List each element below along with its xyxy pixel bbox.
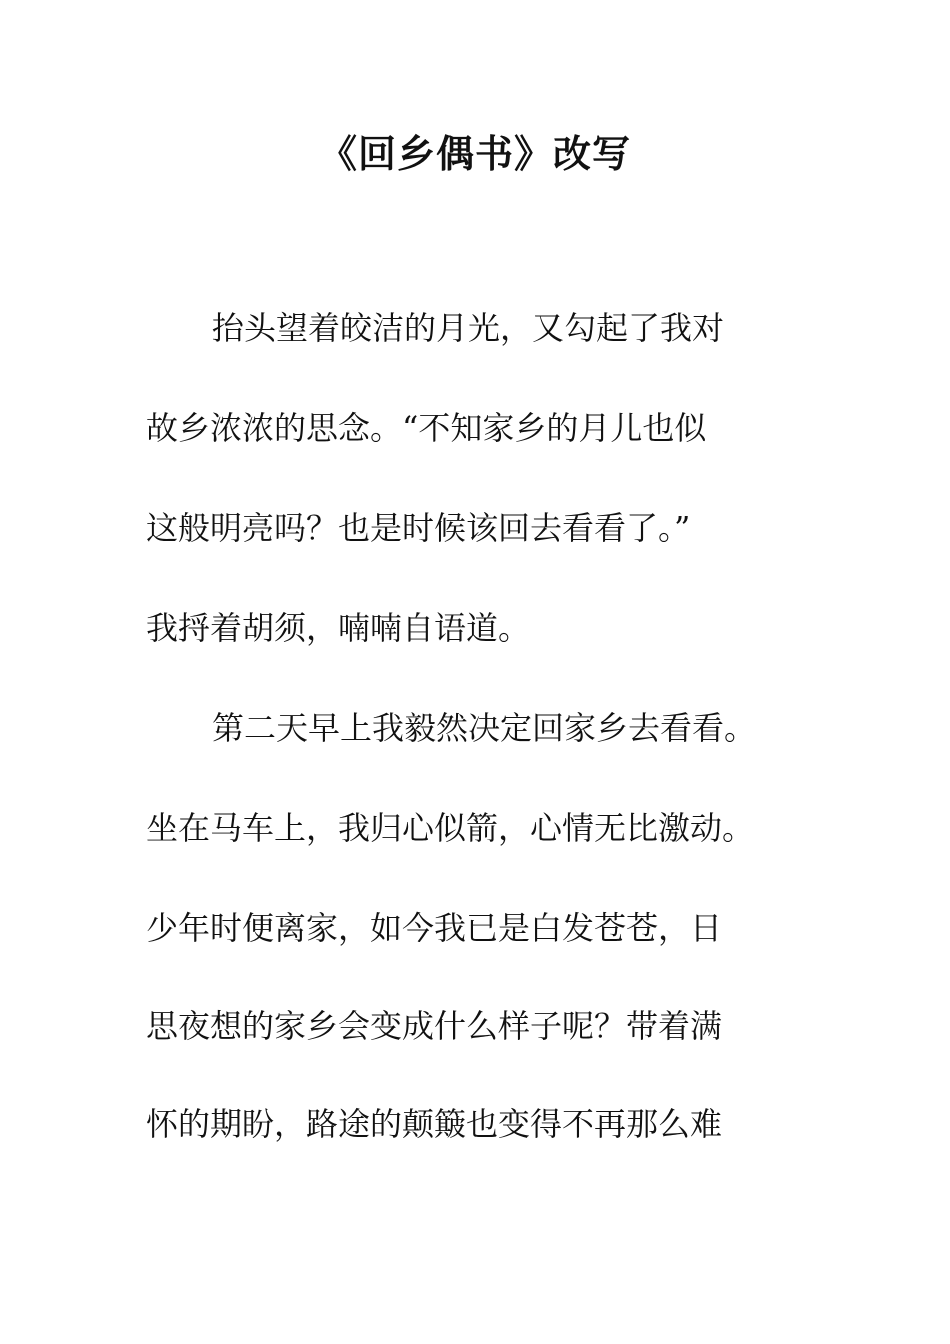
document-title: 《回乡偶书》改写 <box>318 131 631 176</box>
paragraph-2-line-3: 少年时便离家，如今我已是白发苍苍，日 <box>146 909 723 947</box>
paragraph-2-line-4: 思夜想的家乡会变成什么样子呢？带着满 <box>146 1007 723 1045</box>
paragraph-1-line-3: 这般明亮吗？也是时候该回去看看了。” <box>146 509 691 547</box>
paragraph-2-line-2: 坐在马车上，我归心似箭，心情无比激动。 <box>146 809 755 847</box>
paragraph-1-line-1: 抬头望着皎洁的月光，又勾起了我对 <box>212 309 725 347</box>
paragraph-2-line-1: 第二天早上我毅然决定回家乡去看看。 <box>212 709 757 747</box>
paragraph-2-line-5: 怀的期盼，路途的颠簸也变得不再那么难 <box>146 1105 723 1143</box>
paragraph-1-line-4: 我捋着胡须，喃喃自语道。 <box>146 609 531 647</box>
paragraph-1-line-2: 故乡浓浓的思念。“不知家乡的月儿也似 <box>146 409 707 447</box>
